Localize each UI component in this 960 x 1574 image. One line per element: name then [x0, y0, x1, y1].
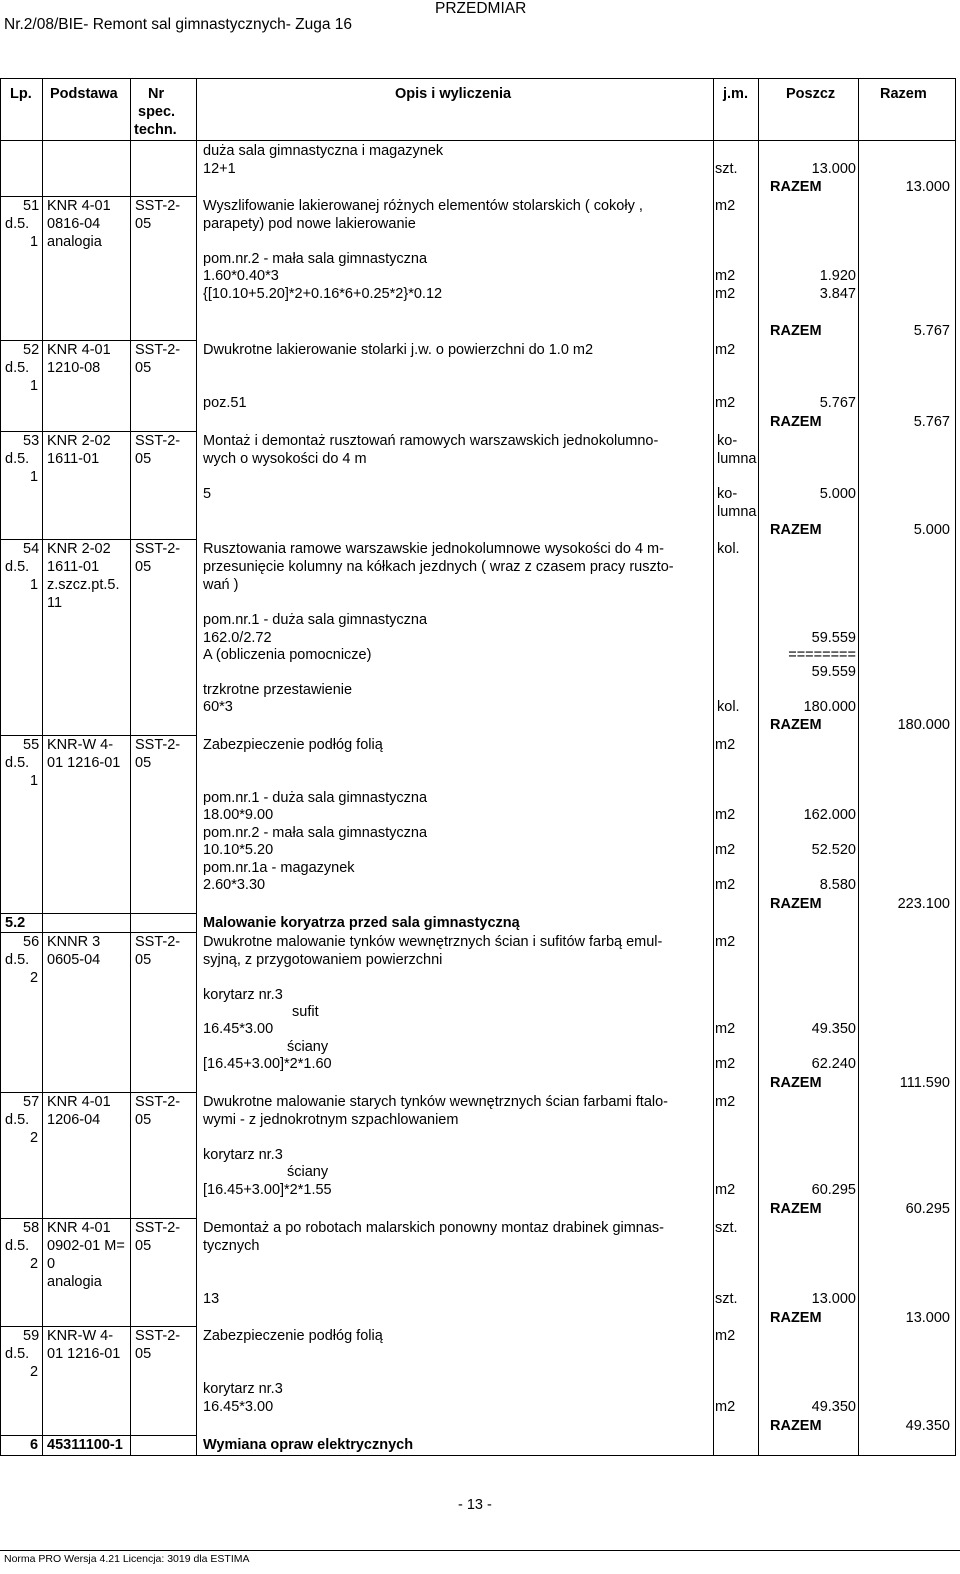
column-divider	[758, 78, 759, 1456]
description-line: wymi - z jednokrotnym szpachlowaniem	[203, 1112, 459, 1128]
document-number: Nr.2/08/BIE- Remont sal gimnastycznych- Zuga 16	[4, 16, 353, 33]
description-line: przesunięcie kolumny na kółkach jezdnych ( wraz z czasem pracy ruszto-	[203, 559, 674, 575]
calculation-line: 12+1	[203, 161, 236, 177]
podstawa-line: 1210-08	[47, 360, 101, 376]
column-divider	[713, 78, 714, 1456]
unit: kol.	[717, 699, 740, 715]
row-divider	[0, 1326, 197, 1327]
unit: m2	[715, 1328, 736, 1344]
partial-value: 8.580	[819, 877, 856, 893]
unit: m2	[715, 1094, 736, 1110]
table-border	[0, 78, 1, 1456]
lp-number: 52	[23, 342, 40, 358]
calculation-line: trzkrotne przestawienie	[203, 682, 353, 698]
spec-code: SST-2-	[135, 198, 181, 214]
razem-value: 13.000	[905, 1310, 950, 1326]
podstawa-line: 11	[47, 595, 63, 611]
partial-value: 13.000	[811, 1291, 856, 1307]
col-poszcz: Poszcz	[786, 86, 836, 102]
lp-sub: 2	[30, 1130, 39, 1146]
spec-code: SST-2-	[135, 342, 181, 358]
lp-number: 56	[23, 934, 40, 950]
calculation-line: 60*3	[203, 699, 233, 715]
description-line: Rusztowania ramowe warszawskie jednokolumnowe wysokości do 4 m-	[203, 541, 664, 557]
spec-code: 05	[135, 559, 152, 575]
razem-label: RAZEM	[770, 896, 822, 912]
row-divider	[0, 913, 197, 914]
calculation-line: poz.51	[203, 395, 247, 411]
unit: m2	[715, 842, 736, 858]
razem-label: RAZEM	[770, 179, 822, 195]
table-border	[0, 78, 956, 79]
podstawa-line: KNR 4-01	[47, 198, 111, 214]
calculation-line: ściany	[287, 1164, 329, 1180]
section-title: Wymiana opraw elektrycznych	[203, 1437, 414, 1453]
calculation-line: korytarz nr.3	[203, 987, 283, 1003]
razem-value: 5.767	[913, 323, 950, 339]
lp-number: 55	[23, 737, 40, 753]
col-lp: Lp.	[10, 86, 32, 102]
razem-value: 180.000	[897, 717, 950, 733]
razem-label: RAZEM	[770, 323, 822, 339]
description-line: duża sala gimnastyczna i magazynek	[203, 143, 444, 159]
unit: lumna	[717, 451, 757, 467]
spec-code: 05	[135, 1346, 152, 1362]
spec-code: 05	[135, 360, 152, 376]
podstawa-line: 1611-01	[47, 451, 100, 467]
razem-value: 5.767	[913, 414, 950, 430]
description-line: Wyszlifowanie lakierowanej różnych elementów stolarskich ( cokoły ,	[203, 198, 643, 214]
podstawa-line: KNR 2-02	[47, 541, 111, 557]
podstawa-line: 1611-01	[47, 559, 100, 575]
unit: m2	[715, 395, 736, 411]
partial-value: 62.240	[811, 1056, 856, 1072]
lp-section: d.5.	[5, 216, 30, 232]
separator-line: ========	[788, 647, 856, 663]
col-opis: Opis i wyliczenia	[395, 86, 512, 102]
razem-label: RAZEM	[770, 717, 822, 733]
page-number: - 13 -	[458, 1497, 492, 1513]
description-line: tycznych	[203, 1238, 260, 1254]
description-line: Montaż i demontaż rusztowań ramowych warszawskich jednokolumno-	[203, 433, 659, 449]
calculation-line: 5	[203, 486, 212, 502]
podstawa-line: 0816-04	[47, 216, 101, 232]
spec-code: SST-2-	[135, 1094, 181, 1110]
section-title: Malowanie koryatrza przed sala gimnastyczną	[203, 915, 520, 931]
unit: m2	[715, 342, 736, 358]
column-divider	[196, 78, 197, 1456]
razem-value: 223.100	[897, 896, 950, 912]
partial-value: 49.350	[811, 1399, 856, 1415]
podstawa-line: KNR-W 4-	[47, 737, 114, 753]
calculation-line: 2.60*3.30	[203, 877, 266, 893]
podstawa-line: 0902-01 M=	[47, 1238, 125, 1254]
podstawa-line: 0	[47, 1256, 56, 1272]
section-number: 5.2	[5, 915, 26, 931]
row-divider	[0, 1092, 197, 1093]
lp-section: d.5.	[5, 451, 30, 467]
table-border	[0, 1455, 956, 1456]
podstawa-line: 0605-04	[47, 952, 101, 968]
row-divider	[0, 340, 197, 341]
partial-value: 60.295	[811, 1182, 856, 1198]
partial-value: 3.847	[819, 286, 856, 302]
col-spec: spec.	[138, 104, 176, 120]
partial-value: 180.000	[803, 699, 856, 715]
podstawa-line: KNR 4-01	[47, 1220, 111, 1236]
spec-code: SST-2-	[135, 737, 181, 753]
column-divider	[42, 78, 43, 1456]
footer-divider	[0, 1550, 960, 1551]
razem-value: 5.000	[913, 522, 950, 538]
razem-value: 111.590	[899, 1075, 950, 1091]
calculation-line: pom.nr.1 - duża sala gimnastyczna	[203, 612, 428, 628]
calculation-line: korytarz nr.3	[203, 1147, 283, 1163]
lp-number: 53	[23, 433, 40, 449]
col-podstawa: Podstawa	[50, 86, 118, 102]
row-divider	[0, 735, 197, 736]
partial-value: 59.559	[811, 664, 856, 680]
calculation-line: 13	[203, 1291, 220, 1307]
document-type: PRZEDMIAR	[435, 0, 527, 17]
lp-section: d.5.	[5, 1238, 30, 1254]
calculation-line: pom.nr.1a - magazynek	[203, 860, 355, 876]
calculation-line: 16.45*3.00	[203, 1021, 274, 1037]
podstawa-line: KNR 4-01	[47, 1094, 111, 1110]
section-number: 6	[30, 1437, 39, 1453]
podstawa-line: analogia	[47, 234, 102, 250]
spec-code: SST-2-	[135, 1328, 181, 1344]
lp-section: d.5.	[5, 559, 30, 575]
lp-number: 58	[23, 1220, 40, 1236]
header-divider	[0, 140, 956, 141]
row-divider	[0, 1218, 197, 1219]
unit: szt.	[715, 1220, 738, 1236]
col-techn: techn.	[134, 122, 177, 138]
row-divider	[0, 539, 197, 540]
podstawa-line: 01 1216-01	[47, 755, 121, 771]
podstawa-line: analogia	[47, 1274, 102, 1290]
razem-label: RAZEM	[770, 1310, 822, 1326]
lp-number: 54	[23, 541, 40, 557]
description-line: wań )	[203, 577, 239, 593]
calculation-line: 1.60*0.40*3	[203, 268, 279, 284]
podstawa-line: KNR 4-01	[47, 342, 111, 358]
unit: szt.	[715, 161, 738, 177]
lp-number: 59	[23, 1328, 40, 1344]
lp-section: d.5.	[5, 1346, 30, 1362]
unit: m2	[715, 877, 736, 893]
partial-value: 49.350	[811, 1021, 856, 1037]
calculation-line: {[10.10+5.20]*2+0.16*6+0.25*2}*0.12	[203, 286, 443, 302]
software-info: Norma PRO Wersja 4.21 Licencja: 3019 dla ESTIMA	[4, 1553, 250, 1565]
col-jm: j.m.	[723, 86, 748, 102]
column-divider	[130, 78, 131, 1456]
unit: ko-	[717, 486, 738, 502]
lp-sub: 2	[30, 1256, 39, 1272]
podstawa-line: 01 1216-01	[47, 1346, 121, 1362]
lp-sub: 1	[30, 577, 39, 593]
razem-value: 13.000	[905, 179, 950, 195]
column-divider	[858, 78, 859, 1456]
razem-label: RAZEM	[770, 414, 822, 430]
row-divider	[0, 431, 197, 432]
lp-number: 51	[23, 198, 40, 214]
unit: m2	[715, 1182, 736, 1198]
partial-value: 13.000	[811, 161, 856, 177]
lp-sub: 2	[30, 1364, 39, 1380]
calculation-line: pom.nr.2 - mała sala gimnastyczna	[203, 825, 428, 841]
unit: m2	[715, 934, 736, 950]
unit: m2	[715, 268, 736, 284]
unit: m2	[715, 737, 736, 753]
razem-label: RAZEM	[770, 1075, 822, 1091]
spec-code: 05	[135, 451, 152, 467]
calculation-line: ściany	[287, 1039, 329, 1055]
description-line: Zabezpieczenie podłóg folią	[203, 1328, 383, 1344]
description-line: Demontaż a po robotach malarskich ponowny montaz drabinek gimnas-	[203, 1220, 665, 1236]
razem-value: 60.295	[905, 1201, 950, 1217]
partial-value: 5.000	[819, 486, 856, 502]
podstawa-line: KNR 2-02	[47, 433, 111, 449]
lp-section: d.5.	[5, 360, 30, 376]
lp-section: d.5.	[5, 755, 30, 771]
podstawa-line: 1206-04	[47, 1112, 101, 1128]
unit: m2	[715, 807, 736, 823]
unit: szt.	[715, 1291, 738, 1307]
calculation-line: 10.10*5.20	[203, 842, 274, 858]
unit: kol.	[717, 541, 740, 557]
calculation-line: sufit	[292, 1004, 319, 1020]
partial-value: 59.559	[811, 630, 856, 646]
spec-code: SST-2-	[135, 541, 181, 557]
col-razem: Razem	[880, 86, 927, 102]
calculation-line: 162.0/2.72	[203, 630, 272, 646]
podstawa-line: KNNR 3	[47, 934, 101, 950]
description-line: Dwukrotne lakierowanie stolarki j.w. o powierzchni do 1.0 m2	[203, 342, 594, 358]
partial-value: 5.767	[819, 395, 856, 411]
row-divider	[0, 1435, 197, 1436]
section-code: 45311100-1	[47, 1437, 123, 1453]
unit: m2	[715, 286, 736, 302]
spec-code: 05	[135, 755, 152, 771]
calculation-line: [16.45+3.00]*2*1.55	[203, 1182, 332, 1198]
razem-label: RAZEM	[770, 1201, 822, 1217]
partial-value: 52.520	[811, 842, 856, 858]
spec-code: SST-2-	[135, 934, 181, 950]
calculation-line: pom.nr.2 - mała sala gimnastyczna	[203, 251, 428, 267]
row-divider	[0, 932, 197, 933]
description-line: Zabezpieczenie podłóg folią	[203, 737, 383, 753]
description-line: parapety) pod nowe lakierowanie	[203, 216, 416, 232]
partial-value: 1.920	[819, 268, 856, 284]
razem-label: RAZEM	[770, 1418, 822, 1434]
col-nr: Nr	[148, 86, 165, 102]
row-divider	[0, 196, 197, 197]
lp-sub: 1	[30, 469, 39, 485]
calculation-line: [16.45+3.00]*2*1.60	[203, 1056, 332, 1072]
podstawa-line: KNR-W 4-	[47, 1328, 114, 1344]
spec-code: SST-2-	[135, 433, 181, 449]
calculation-line: korytarz nr.3	[203, 1381, 283, 1397]
unit: m2	[715, 1056, 736, 1072]
calculation-line: 16.45*3.00	[203, 1399, 274, 1415]
calculation-line: pom.nr.1 - duża sala gimnastyczna	[203, 790, 428, 806]
unit: m2	[715, 1399, 736, 1415]
lp-sub: 2	[30, 970, 39, 986]
description-line: Dwukrotne malowanie starych tynków wewnętrznych ścian farbami ftalo-	[203, 1094, 668, 1110]
lp-sub: 1	[30, 234, 39, 250]
description-line: wych o wysokości do 4 m	[203, 451, 367, 467]
unit: m2	[715, 1021, 736, 1037]
spec-code: 05	[135, 1112, 152, 1128]
spec-code: 05	[135, 952, 152, 968]
unit: lumna	[717, 504, 757, 520]
lp-section: d.5.	[5, 952, 30, 968]
spec-code: 05	[135, 1238, 152, 1254]
spec-code: 05	[135, 216, 152, 232]
calculation-line: A (obliczenia pomocnicze)	[203, 647, 372, 663]
lp-sub: 1	[30, 378, 39, 394]
partial-value: 162.000	[803, 807, 856, 823]
lp-section: d.5.	[5, 1112, 30, 1128]
lp-sub: 1	[30, 773, 39, 789]
spec-code: SST-2-	[135, 1220, 181, 1236]
unit: m2	[715, 198, 736, 214]
description-line: Dwukrotne malowanie tynków wewnętrznych ścian i sufitów farbą emul-	[203, 934, 663, 950]
calculation-line: 18.00*9.00	[203, 807, 274, 823]
description-line: syjną, z przygotowaniem powierzchni	[203, 952, 443, 968]
podstawa-line: z.szcz.pt.5.	[47, 577, 120, 593]
unit: ko-	[717, 433, 738, 449]
razem-value: 49.350	[905, 1418, 950, 1434]
razem-label: RAZEM	[770, 522, 822, 538]
table-border	[955, 78, 956, 1456]
lp-number: 57	[23, 1094, 40, 1110]
